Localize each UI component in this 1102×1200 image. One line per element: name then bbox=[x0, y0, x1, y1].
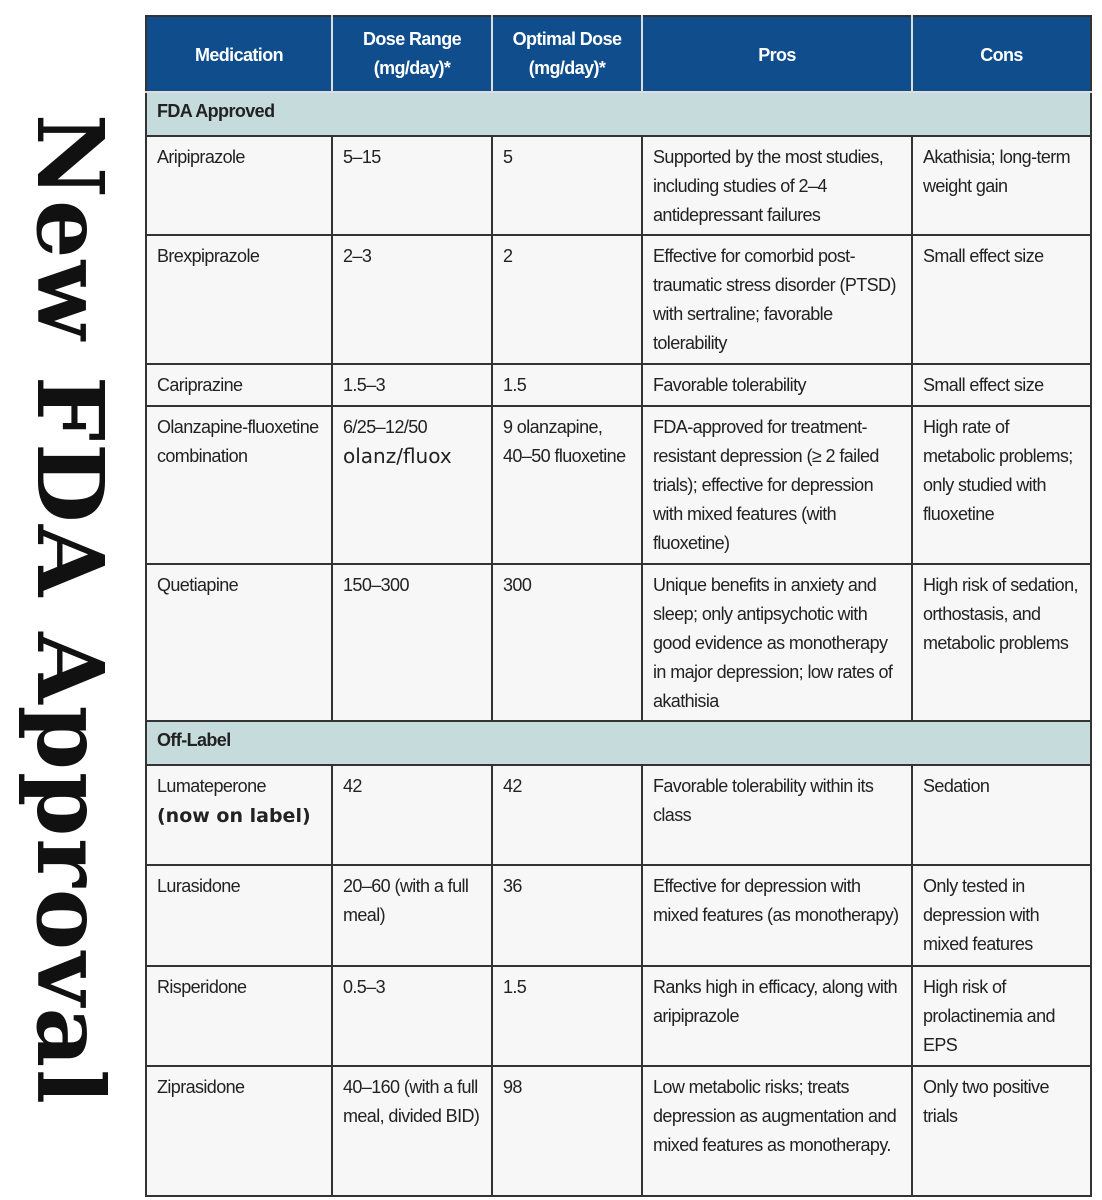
dose-range-cell bbox=[332, 406, 492, 564]
cons-cell: Small effect size bbox=[912, 235, 1091, 364]
dose-range-cell: 42 bbox=[332, 765, 492, 865]
section-off-label: Off-Label bbox=[146, 721, 1091, 765]
medication-cell: Brexpiprazole bbox=[146, 235, 332, 364]
table-row bbox=[146, 136, 1091, 235]
pros-cell: Effective for comorbid post-traumatic stress disorder (PTSD) with sertraline; favorable tolerability bbox=[642, 235, 912, 364]
optimal-dose-cell: 9 olanzapine, 40–50 fluoxetine bbox=[492, 406, 642, 564]
dose-range-cell: 1.5–3 bbox=[332, 364, 492, 406]
pros-cell: Effective for depression with mixed features (as monotherapy) bbox=[642, 865, 912, 966]
dose-range-cell: 0.5–3 bbox=[332, 966, 492, 1066]
header-dose-range: Dose Range (mg/day)* bbox=[332, 16, 492, 92]
header-cons: Cons bbox=[912, 16, 1091, 92]
optimal-dose-cell: 42 bbox=[492, 765, 642, 865]
table-row bbox=[146, 406, 1091, 564]
dose-range-cell: 2–3 bbox=[332, 235, 492, 364]
dose-range-cell: 5–15 bbox=[332, 136, 492, 235]
cons-cell: Small effect size bbox=[912, 364, 1091, 406]
pros-cell: Supported by the most studies, including studies of 2–4 antidepressant failures bbox=[642, 136, 912, 235]
optimal-dose-cell: 1.5 bbox=[492, 364, 642, 406]
table-row bbox=[146, 1066, 1091, 1196]
optimal-dose-cell: 98 bbox=[492, 1066, 642, 1196]
optimal-dose-cell: 2 bbox=[492, 235, 642, 364]
pros-cell: Low metabolic risks; treats depression as augmentation and mixed features as monotherapy. bbox=[642, 1066, 912, 1196]
cons-cell: High risk of prolactinemia and EPS bbox=[912, 966, 1091, 1066]
dose-range-cell: 20–60 (with a full meal) bbox=[332, 865, 492, 966]
section-fda-approved: FDA Approved bbox=[146, 92, 1091, 136]
header-optimal-dose: Optimal Dose (mg/day)* bbox=[492, 16, 642, 92]
medication-cell: Quetiapine bbox=[146, 564, 332, 721]
dose-range-value: 6/25–12/50 bbox=[343, 417, 428, 437]
dose-range-cell: 150–300 bbox=[332, 564, 492, 721]
optimal-dose-cell: 300 bbox=[492, 564, 642, 721]
medication-cell: Cariprazine bbox=[146, 364, 332, 406]
table-row bbox=[146, 966, 1091, 1066]
table-row bbox=[146, 765, 1091, 865]
new-fda-approval-stamp: New FDA Approval bbox=[16, 113, 124, 1107]
header-medication: Medication bbox=[146, 16, 332, 92]
dose-range-note: olanz/fluox bbox=[343, 444, 452, 468]
medication-name: Lumateperone bbox=[157, 776, 266, 796]
optimal-dose-cell: 1.5 bbox=[492, 966, 642, 1066]
medication-note: (now on label) bbox=[157, 805, 311, 827]
optimal-dose-cell: 36 bbox=[492, 865, 642, 966]
medication-cell: Lurasidone bbox=[146, 865, 332, 966]
medication-cell: Aripiprazole bbox=[146, 136, 332, 235]
pros-cell: Unique benefits in anxiety and sleep; only antipsychotic with good evidence as monotherapy in major depression; low rates of akathisia bbox=[642, 564, 912, 721]
table-row bbox=[146, 564, 1091, 721]
medication-cell: Olanzapine-fluoxetine combination bbox=[146, 406, 332, 564]
antipsychotic-table bbox=[145, 15, 1092, 1197]
optimal-dose-cell: 5 bbox=[492, 136, 642, 235]
pros-cell: Ranks high in efficacy, along with aripiprazole bbox=[642, 966, 912, 1066]
table-row bbox=[146, 235, 1091, 364]
pros-cell: FDA-approved for treatment-resistant depression (≥ 2 failed trials); effective for depression with mixed features (with fluoxetine) bbox=[642, 406, 912, 564]
cons-cell: Only two positive trials bbox=[912, 1066, 1091, 1196]
table-row bbox=[146, 865, 1091, 966]
cons-cell: Sedation bbox=[912, 765, 1091, 865]
cons-cell: High rate of metabolic problems; only studied with fluoxetine bbox=[912, 406, 1091, 564]
cons-cell: High risk of sedation, orthostasis, and metabolic problems bbox=[912, 564, 1091, 721]
header-pros: Pros bbox=[642, 16, 912, 92]
medication-cell: Risperidone bbox=[146, 966, 332, 1066]
cons-cell: Akathisia; long-term weight gain bbox=[912, 136, 1091, 235]
header-row bbox=[146, 16, 1091, 92]
table-row bbox=[146, 364, 1091, 406]
cons-cell: Only tested in depression with mixed features bbox=[912, 865, 1091, 966]
medication-cell: Ziprasidone bbox=[146, 1066, 332, 1196]
dose-range-cell: 40–160 (with a full meal, divided BID) bbox=[332, 1066, 492, 1196]
medication-cell bbox=[146, 765, 332, 865]
pros-cell: Favorable tolerability within its class bbox=[642, 765, 912, 865]
pros-cell: Favorable tolerability bbox=[642, 364, 912, 406]
